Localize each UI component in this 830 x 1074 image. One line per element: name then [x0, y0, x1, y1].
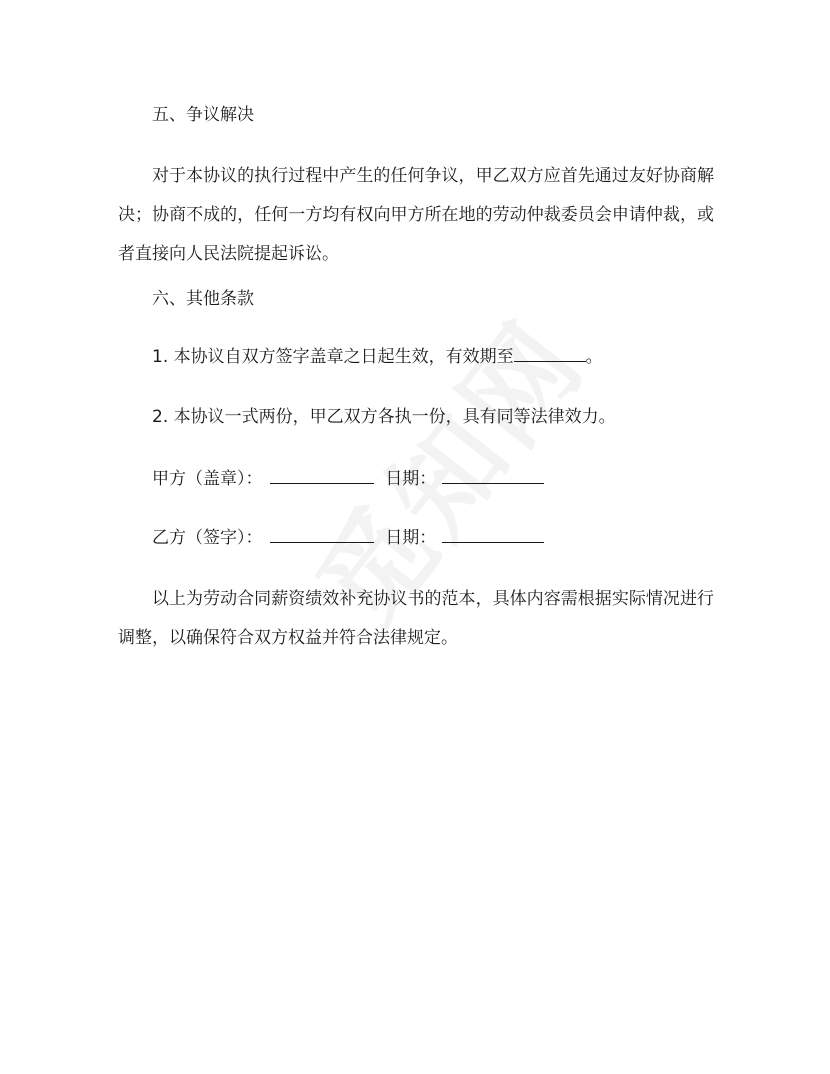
party-a-seal-blank[interactable]	[270, 466, 374, 484]
party-b-signature-row	[152, 524, 544, 553]
party-a-label: 甲方（盖章）：	[152, 469, 263, 489]
closing-paragraph: 以上为劳动合同薪资绩效补充协议书的范本，具体内容需根据实际情况进行调整，以确保符合双方权益并符合法律规定。	[118, 589, 714, 648]
section-5-body: 对于本协议的执行过程中产生的任何争议，甲乙双方应首先通过友好协商解决；协商不成的，任何一方均有权向甲方所在地的劳动仲裁委员会申请仲裁，或者直接向人民法院提起诉讼。	[118, 166, 714, 264]
party-b-date-label: 日期：	[385, 528, 437, 548]
party-a-date-label: 日期：	[385, 469, 437, 489]
clause-1-end: 。	[585, 347, 603, 367]
party-a-date-blank[interactable]	[442, 466, 544, 484]
party-b-date-blank[interactable]	[442, 525, 544, 543]
section-6-heading: 六、其他条款	[152, 289, 254, 309]
party-a-signature-row	[152, 465, 544, 494]
section-5-heading: 五、争议解决	[152, 105, 254, 125]
clause-1	[152, 343, 603, 372]
party-b-sign-blank[interactable]	[270, 525, 374, 543]
clause-1-text: 1. 本协议自双方签字盖章之日起生效，有效期至	[152, 347, 514, 367]
clause-2: 2. 本协议一式两份，甲乙双方各执一份，具有同等法律效力。	[152, 407, 616, 427]
party-b-label: 乙方（签字）：	[152, 528, 263, 548]
validity-date-blank[interactable]	[514, 344, 586, 362]
